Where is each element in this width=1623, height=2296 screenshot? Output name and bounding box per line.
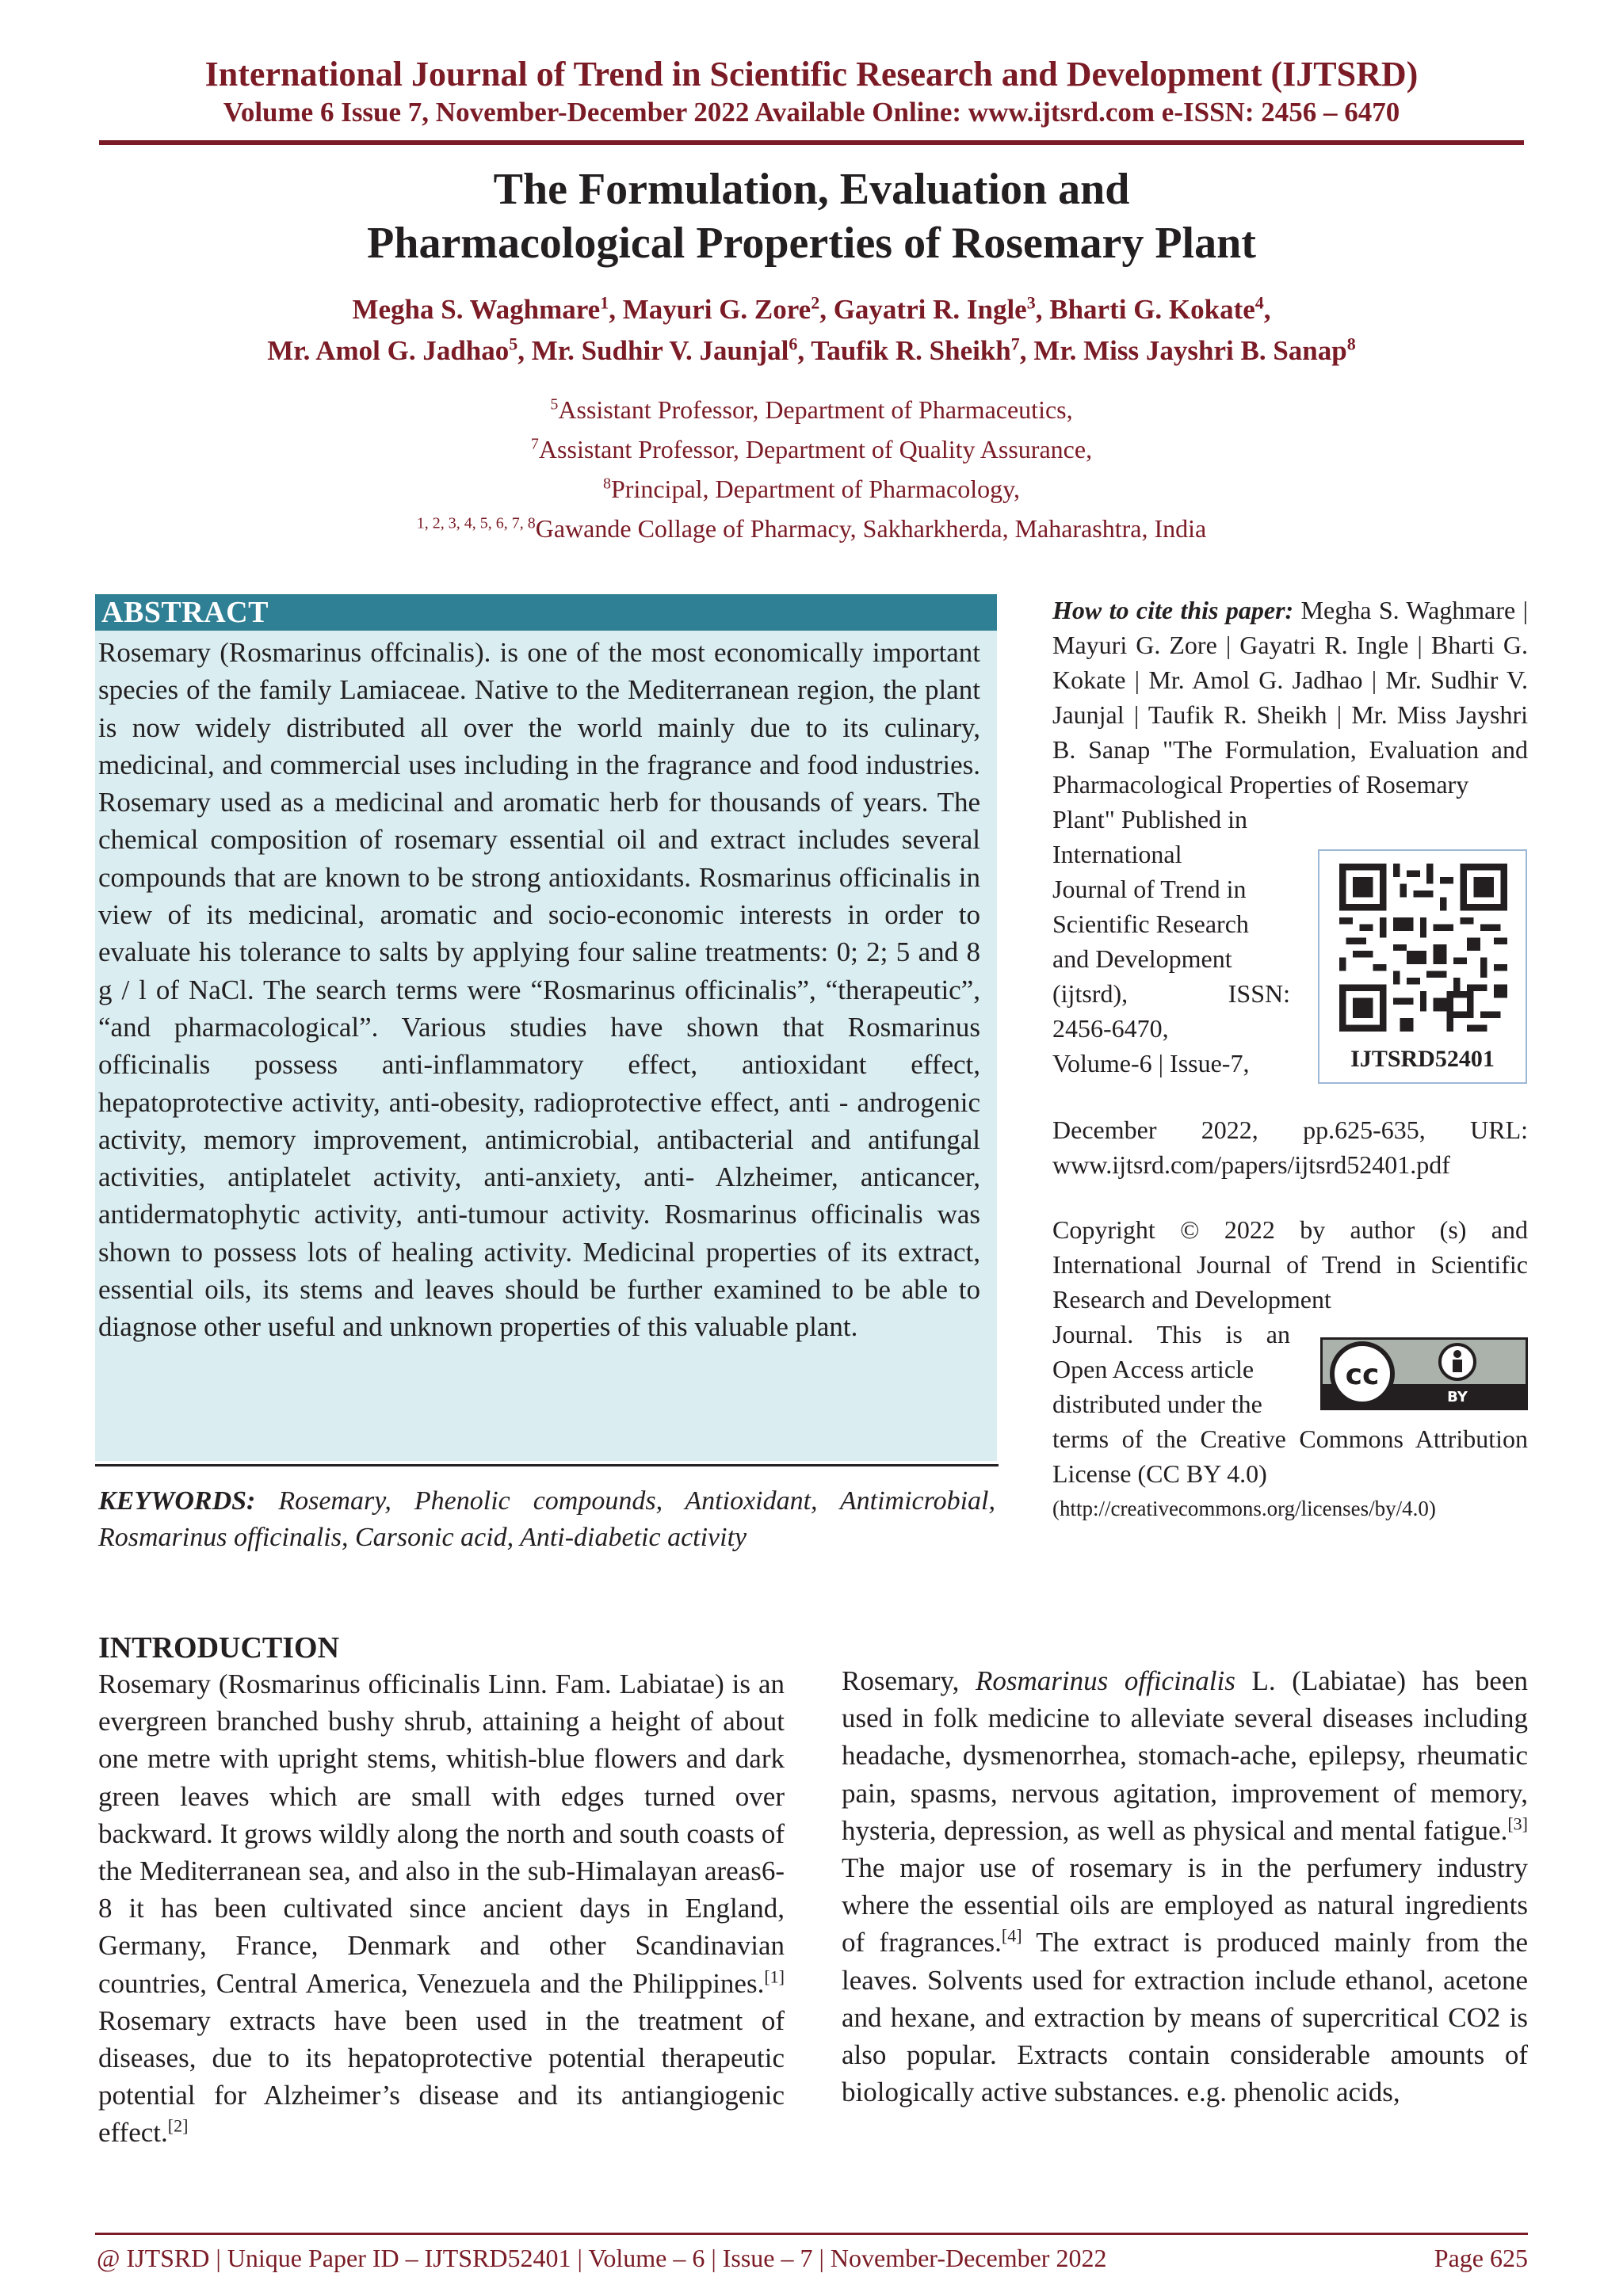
- abstract-text: Rosemary (Rosmarinus offcinalis). is one of the most economically important species of the family Lamiaceae. Native to the Mediterranean region, the plant is now widely distributed all over the world mainly due to its culinary, medicinal, and commercial uses including in the fragrance and food industries. Rosemary used as a medicinal and aromatic herb for thousands of years. The chemical composition of rosemary essential oil and extract includes several compounds that are known to be strong antioxidants. Rosmarinus officinalis in view of its medicinal, aromatic and socio-economic interests in order to evaluate his tolerance to salts by applying four saline treatments: 0; 2; 5 and 8 g / l of NaCl. The search terms were “Rosmarinus officinalis”, “therapeutic”, “and pharmacological”. Various studies have shown that Rosmarinus officinalis possess anti-inflammatory effect, antioxidant effect, hepatoprotective activity, anti-obesity, radioprotective effect, anti - androgenic activity, memory improvement, antimicrobial, antibacterial and antifungal activities, antiplatelet activity, anti-anxiety, anti- Alzheimer, anticancer, antidermatophytic activity, anti-tumour activity. Rosmarinus officinalis was shown to possess lots of healing activity. Medicinal properties of its extract, essential oils, its stems and leaves should be further examined to be able to diagnose other useful and unknown properties of this valuable plant.: [98, 637, 980, 1343]
- intro-text: The major use of rosemary is in the perfumery industry where the essential oils are employed as natural ingredients of fragrances.: [842, 1852, 1528, 1958]
- affiliation: [0, 469, 1623, 509]
- license-text: terms of the Creative Commons Attribution License (CC BY 4.0): [1052, 1425, 1528, 1488]
- intro-text: The extract is produced mainly from the leaves. Solvents used for extraction include ethanol, acetone and hexane, and extraction by means of supercritical CO2 is also popular. Extracts contain considerable amounts of biologically active substances. e.g. phenolic acids,: [842, 1927, 1528, 2108]
- affiliation: [0, 429, 1623, 469]
- author-sup: 5: [509, 334, 518, 354]
- keywords-text: Rosemary, Phenolic compounds, Antioxidant, Antimicrobial, Rosmarinus officinalis, Carsonic acid, Anti-diabetic activity: [98, 1486, 996, 1552]
- header-divider: [99, 140, 1524, 145]
- affiliation-sup: 8: [603, 475, 611, 493]
- author-name: Taufik R. Sheikh: [811, 335, 1011, 366]
- paper-title: [0, 162, 1623, 270]
- citation-line: Scientific Research: [1052, 910, 1249, 938]
- author-name: Mayuri G. Zore: [622, 294, 812, 325]
- intro-heading: INTRODUCTION: [98, 1631, 340, 1665]
- author-line-2: [0, 330, 1623, 372]
- citation-line: and Development: [1052, 944, 1232, 973]
- keywords-label: KEYWORDS:: [98, 1486, 256, 1516]
- citation-line: International: [1052, 840, 1182, 868]
- affiliation-sup: 7: [530, 435, 539, 453]
- page-footer: [97, 2241, 1528, 2275]
- journal-name: International Journal of Trend in Scientific Research and Development (IJTSRD): [204, 55, 1419, 93]
- author-name: Megha S. Waghmare: [352, 294, 601, 325]
- citation-rest: December 2022, pp.625-635, URL: www.ijtsrd.com/papers/ijtsrd52401.pdf: [1052, 1116, 1528, 1179]
- copyright-text: Copyright © 2022 by author (s) and International Journal of Trend in Scientific Research and Development: [1052, 1215, 1528, 1314]
- affiliation-sup: 5: [550, 395, 559, 414]
- intro-right-column: [842, 1662, 1528, 2111]
- volume-line: Volume 6 Issue 7, November-December 2022 Available Online: www.ijtsrd.com e-ISSN: 2456 – 6470: [223, 97, 1400, 128]
- author-sup: 1: [600, 292, 609, 313]
- by-glyph: BY: [1447, 1389, 1468, 1405]
- abstract-divider: [95, 1464, 999, 1466]
- cc-by-badge[interactable]: [1320, 1337, 1528, 1410]
- intro-text: L. (Labiatae) has been used in folk medicine to alleviate several diseases including headache, dysmenorrhea, stomach-ache, epilepsy, rheumatic pain, spasms, nervous agitation, improvement of memory, hysteria, depression, as well as physical and mental fatigue.: [842, 1665, 1528, 1846]
- author-sup: 8: [1346, 334, 1356, 354]
- creative-commons-icon: [1323, 1340, 1526, 1408]
- intro-left-column: [98, 1630, 785, 2152]
- journal-header: [0, 54, 1623, 130]
- copyright-line: distributed under the: [1052, 1390, 1262, 1418]
- qr-code-icon: [1339, 864, 1507, 1032]
- author-sup: 3: [1026, 292, 1036, 313]
- affiliation-text: Gawande Collage of Pharmacy, Sakharkherda, Maharashtra, India: [535, 514, 1207, 543]
- author-sup: 4: [1254, 292, 1264, 313]
- affiliation: [0, 390, 1623, 429]
- author-sep: ,: [819, 294, 834, 325]
- author-sep: ,: [797, 335, 812, 366]
- author-name: Mr. Sudhir V. Jaunjal: [531, 335, 789, 366]
- copyright-narrow: [1052, 1317, 1290, 1421]
- abstract-box: [95, 594, 997, 1461]
- affiliation: [0, 509, 1623, 548]
- citation-colon: :: [1285, 596, 1294, 624]
- reference: [2]: [167, 2115, 189, 2136]
- intro-text: Rosemary (Rosmarinus officinalis Linn. Fam. Labiatae) is an evergreen branched bushy shrub, attaining a height of about one metre with upright stems, whitish-blue flowers and dark green leaves which are small with edges turned over backward. It grows wildly along the north and south coasts of the Mediterranean sea, and also in the sub-Himalayan areas6-8 it has been cultivated since ancient days in England, Germany, France, Denmark and other Scandinavian countries, Central America, Venezuela and the Philippines.: [98, 1669, 785, 1999]
- citation-text: Megha S. Waghmare | Mayuri G. Zore | Gayatri R. Ingle | Bharti G. Kokate | Mr. Amol G. Jadhao | Mr. Sudhir V. Jaunjal | Taufik R. Sheikh | Mr. Miss Jayshri B. Sanap "The Formulation, Evaluation and Pharmacological Properties of Rosemary: [1052, 596, 1529, 799]
- copyright-line: Journal. This is an: [1052, 1320, 1290, 1348]
- citation-line: Journal of Trend in: [1052, 875, 1247, 903]
- author-sep: ,: [517, 335, 532, 366]
- page-number: Page 625: [1434, 2244, 1528, 2272]
- intro-paragraph: [98, 1665, 785, 2152]
- author-name: Mr. Miss Jayshri B. Sanap: [1033, 335, 1347, 366]
- reference: [1]: [764, 1966, 785, 1986]
- citation-lead: How to cite this paper: [1052, 596, 1285, 624]
- species-name: Rosmarinus officinalis: [976, 1665, 1235, 1696]
- copyright-line: Open Access article: [1052, 1355, 1254, 1383]
- title-line-2: Pharmacological Properties of Rosemary Plant: [367, 219, 1256, 268]
- author-sep: ,: [1019, 335, 1034, 366]
- author-list: [0, 289, 1623, 372]
- footer-info: @ IJTSRD | Unique Paper ID – IJTSRD52401 | Volume – 6 | Issue – 7 | November-December 2022: [97, 2244, 1107, 2272]
- affiliation-sup: 1, 2, 3, 4, 5, 6, 7, 8: [416, 514, 536, 532]
- affiliations: [0, 390, 1623, 548]
- footer-divider: [95, 2233, 1528, 2235]
- intro-text: Rosemary extracts have been used in the treatment of diseases, due to its hepatoprotective potential therapeutic potential for Alzheimer’s disease and its antiangiogenic effect.: [98, 2004, 785, 2149]
- abstract-heading: ABSTRACT: [95, 594, 997, 631]
- author-line-1: [0, 289, 1623, 330]
- author-sep: ,: [609, 294, 623, 325]
- citation-line: Volume-6 | Issue-7,: [1052, 1049, 1250, 1077]
- citation-line: (ijtsrd), ISSN:: [1052, 979, 1290, 1008]
- intro-text: Rosemary,: [842, 1665, 976, 1696]
- author-sup: 6: [789, 334, 798, 354]
- affiliation-text: Assistant Professor, Department of Quality Assurance,: [538, 435, 1093, 463]
- author-name: Gayatri R. Ingle: [833, 294, 1027, 325]
- author-sup: 2: [811, 292, 820, 313]
- qr-code-box[interactable]: [1318, 849, 1527, 1084]
- citation-narrow: [1052, 802, 1290, 1081]
- author-sup: 7: [1010, 334, 1020, 354]
- cc-glyph: cc: [1345, 1359, 1380, 1391]
- author-name: Mr. Amol G. Jadhao: [267, 335, 510, 366]
- affiliation-text: Principal, Department of Pharmacology,: [611, 475, 1020, 503]
- paper-id-label: IJTSRD52401: [1350, 1046, 1495, 1072]
- author-sep: ,: [1263, 294, 1271, 325]
- author-sep: ,: [1035, 294, 1050, 325]
- author-name: Bharti G. Kokate: [1049, 294, 1255, 325]
- citation-line: 2456-6470,: [1052, 1014, 1169, 1043]
- affiliation-text: Assistant Professor, Department of Pharmaceutics,: [558, 395, 1073, 424]
- citation-line: Plant" Published in: [1052, 805, 1247, 833]
- citation-full: [1052, 593, 1528, 802]
- reference: [3]: [1507, 1814, 1528, 1834]
- license-url[interactable]: (http://creativecommons.org/licenses/by/4.0): [1052, 1497, 1436, 1520]
- reference: [4]: [1001, 1925, 1022, 1946]
- keywords: [98, 1483, 995, 1556]
- title-line-1: The Formulation, Evaluation and: [493, 165, 1130, 214]
